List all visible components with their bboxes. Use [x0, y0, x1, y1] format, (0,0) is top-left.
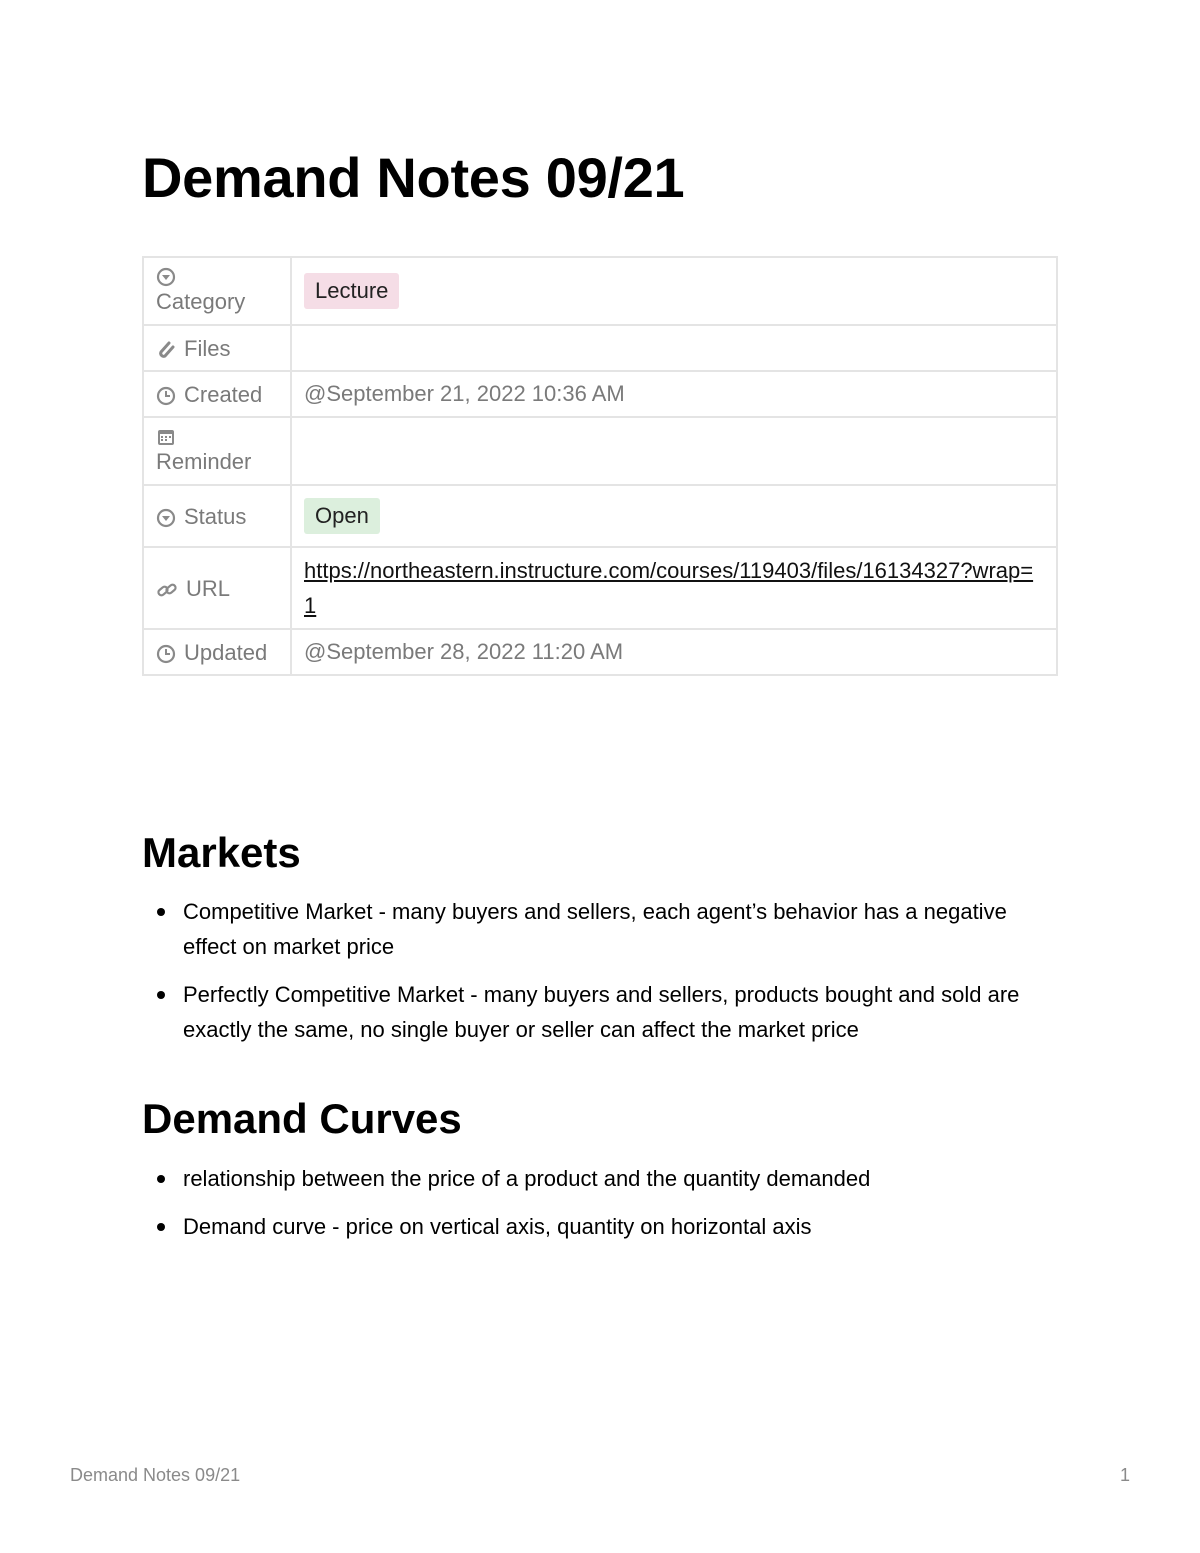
property-label: URL: [186, 575, 231, 601]
clock-icon: [156, 386, 176, 406]
property-row-reminder: [143, 417, 1057, 485]
property-name-reminder: [143, 417, 291, 485]
page-title: Demand Notes 09/21: [142, 146, 685, 209]
property-value-files[interactable]: [291, 325, 1057, 371]
property-name-files: [143, 325, 291, 371]
property-row-url: [143, 547, 1057, 629]
property-value-created: @September 21, 2022 10:36 AM: [291, 371, 1057, 417]
property-label: Category: [156, 288, 246, 314]
property-name-status: [143, 485, 291, 547]
property-label: Status: [184, 503, 247, 529]
property-value-url: [291, 547, 1057, 629]
property-label: Reminder: [156, 448, 252, 474]
url-link[interactable]: https://northeastern.instructure.com/courses/119403/files/16134327?wrap=1: [304, 558, 1034, 618]
property-name-updated: [143, 629, 291, 675]
list-item: Perfectly Competitive Market - many buyers and sellers, products bought and sold are exactly the same, no single buyer or seller can affect the market price: [142, 977, 1042, 1047]
select-icon: [156, 267, 270, 287]
bullet-list-markets: [142, 894, 1042, 1060]
category-tag[interactable]: Lecture: [304, 273, 399, 309]
calendar-icon: [156, 427, 270, 447]
property-name-category: [143, 257, 291, 325]
property-label: Files: [184, 335, 231, 361]
property-value-updated: @September 28, 2022 11:20 AM: [291, 629, 1057, 675]
paperclip-icon: [156, 340, 176, 360]
property-value-category[interactable]: [291, 257, 1057, 325]
bullet-list-demand-curves: [142, 1161, 1042, 1257]
list-item: relationship between the price of a product and the quantity demanded: [142, 1161, 1042, 1196]
property-value-reminder[interactable]: [291, 417, 1057, 485]
property-label: Updated: [184, 639, 268, 665]
section-heading-demand-curves: Demand Curves: [142, 1095, 462, 1142]
property-row-category: [143, 257, 1057, 325]
properties-table: [142, 256, 1058, 676]
property-row-files: [143, 325, 1057, 371]
link-icon: [156, 580, 178, 600]
property-row-status: [143, 485, 1057, 547]
property-label: Created: [184, 381, 263, 407]
list-item: Competitive Market - many buyers and sellers, each agent’s behavior has a negative effect on market price: [142, 894, 1042, 964]
page-number: 1: [1119, 1465, 1130, 1485]
list-item: Demand curve - price on vertical axis, quantity on horizontal axis: [142, 1209, 1042, 1244]
section-heading-markets: Markets: [142, 829, 301, 876]
clock-icon: [156, 644, 176, 664]
property-name-created: [143, 371, 291, 417]
property-row-updated: [143, 629, 1057, 675]
property-value-status[interactable]: [291, 485, 1057, 547]
footer-title: Demand Notes 09/21: [70, 1465, 241, 1485]
property-name-url: [143, 547, 291, 629]
status-tag[interactable]: Open: [304, 498, 380, 534]
select-icon: [156, 508, 176, 528]
property-row-created: [143, 371, 1057, 417]
